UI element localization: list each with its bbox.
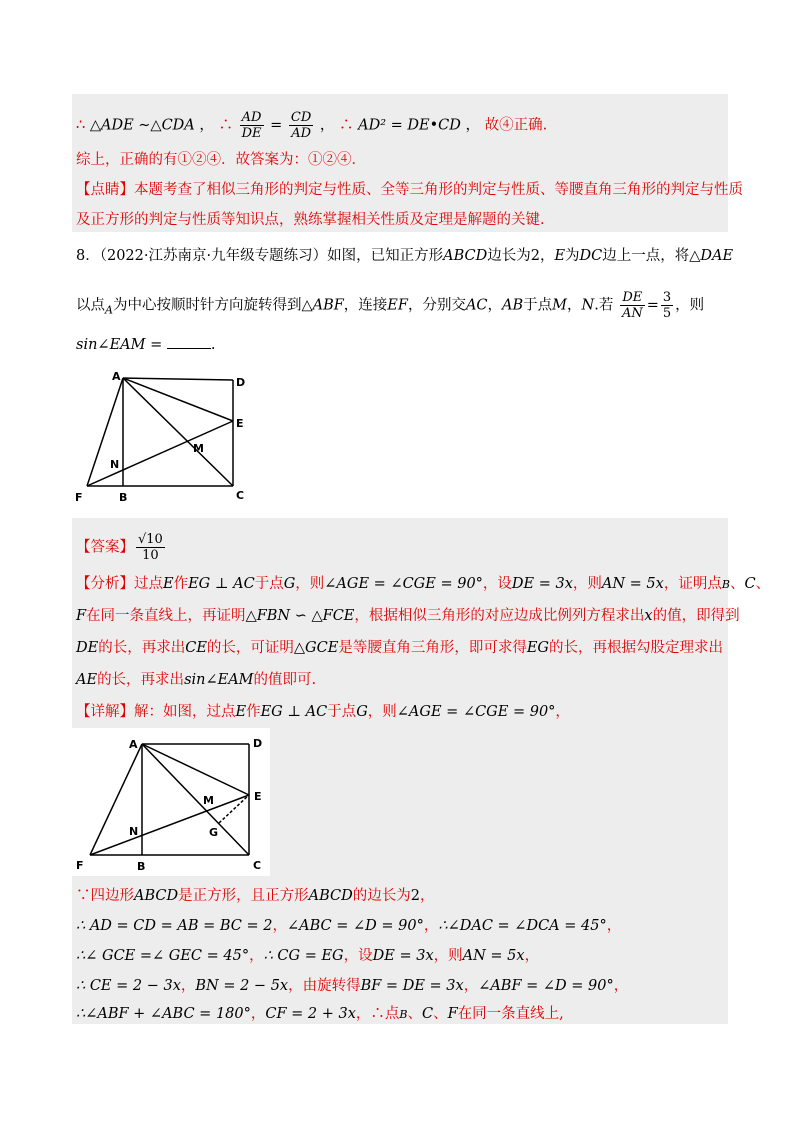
math-bf: BF = DE = 3x — [360, 978, 464, 994]
therefore-symbol: ∴ — [218, 117, 233, 134]
equals: = — [270, 117, 283, 134]
math-m: M — [552, 297, 568, 314]
detail-text: ，则 — [367, 704, 397, 720]
analysis-text: 作 — [173, 576, 189, 592]
solution-text: ， — [419, 888, 435, 904]
math-de: DE — [76, 640, 99, 656]
label-b: B — [137, 860, 146, 873]
math-2: 2 — [410, 888, 420, 904]
solution-text: ， — [463, 978, 479, 994]
answer-blank — [167, 334, 211, 349]
math-de-3x: DE = 3x — [372, 948, 434, 964]
math-angles: ∠AGE = ∠CGE = 90° — [324, 576, 483, 592]
solution-text: ∴点 — [370, 1006, 400, 1022]
analysis-text: 的长，可证明 — [206, 640, 294, 656]
math-right-angles: ∠ABC = ∠D = 90° — [287, 918, 424, 934]
math-similar: △FBN ∽ △FCE — [245, 608, 355, 624]
label-b: B — [119, 491, 128, 504]
label-m: M — [203, 794, 214, 807]
question-text: 以点 — [76, 297, 105, 314]
math-ef: EF — [387, 297, 408, 314]
analysis-text: ，证明点 — [663, 576, 722, 592]
analysis-text: 是等腰直角三角形，即可求得 — [338, 640, 527, 656]
detail-text: 【详解】解：如图，过点 — [76, 704, 236, 720]
question-text: 为中心按顺时针方向旋转得到 — [112, 297, 302, 314]
numerator: CD — [290, 110, 312, 125]
question-text: ，连接 — [343, 297, 388, 314]
question-text: .若 — [594, 297, 614, 314]
top-line-1 — [76, 110, 547, 141]
period: . — [210, 337, 216, 353]
fraction-ad-de — [240, 110, 264, 141]
math-n: N — [581, 297, 595, 314]
math-angle-sum: ∴∠ABF + ∠ABC = 180° — [76, 1006, 251, 1022]
denominator: 5 — [662, 306, 672, 321]
math-sin-eam: sin∠EAM — [184, 672, 254, 688]
label-e: E — [236, 417, 244, 430]
math-abcd: ABCD — [443, 248, 488, 264]
equation: AD² = DE•CD — [358, 117, 461, 134]
label-m: M — [193, 442, 204, 455]
math-de-3x: DE = 3x — [511, 576, 573, 592]
math-ac: AC — [465, 297, 488, 314]
math-an-5x: AN = 5x — [601, 576, 664, 592]
solution-text: 、 — [433, 1006, 448, 1022]
question-text: 为 — [565, 248, 580, 264]
numerator: √10 — [138, 532, 163, 547]
equals: = — [646, 297, 659, 314]
math-c: C — [422, 1006, 434, 1022]
math-abcd: ABCD — [308, 888, 353, 904]
math-2: 2 — [530, 248, 540, 264]
analysis-text: ，则 — [295, 576, 325, 592]
comma: ， — [487, 297, 503, 314]
math-eg-perp-ac: EG ⊥ AC — [260, 704, 328, 720]
math-e: E — [235, 704, 247, 720]
analysis-text: 、 — [755, 576, 771, 592]
solution-text: ， — [272, 918, 287, 934]
question-text: ，分别交 — [407, 297, 466, 314]
analysis-text: ，则 — [572, 576, 602, 592]
detail-text: 作 — [246, 704, 261, 720]
line-ac — [142, 744, 249, 855]
solution-text: ， — [613, 978, 629, 994]
math-eg-perp-ac: EG ⊥ AC — [188, 576, 255, 592]
denominator: DE — [241, 126, 262, 141]
math-a: A — [105, 303, 113, 317]
analysis-line-2 — [76, 606, 740, 626]
solution-line-4 — [76, 976, 628, 996]
math-c: C — [744, 576, 756, 592]
line-fe — [87, 421, 233, 486]
math-ce: ∴ CE = 2 − 3x — [76, 978, 181, 994]
answer-fraction — [136, 532, 165, 563]
analysis-text: 的值即可. — [253, 672, 317, 688]
solution-text: ， — [180, 978, 196, 994]
line-ae — [142, 744, 249, 795]
analysis-text: ，根据相似三角形的对应边成比例列方程求出 — [354, 608, 645, 624]
label-d: D — [236, 376, 246, 389]
solution-text: 在同一条直线上, — [457, 1006, 564, 1022]
solution-text: ，设 — [343, 948, 373, 964]
math-cg-eg: ∴ CG = EG — [263, 948, 344, 964]
numerator: DE — [620, 290, 645, 306]
math-dc: DC — [579, 248, 603, 264]
analysis-text: 的值，即得到 — [652, 608, 740, 624]
line-eg-dashed — [219, 795, 249, 823]
math-ae: AE — [76, 672, 98, 688]
math-abcd: ABCD — [134, 888, 179, 904]
solution-line-1 — [76, 886, 434, 906]
math-an-5x: AN = 5x — [462, 948, 525, 964]
analysis-line-4 — [76, 670, 316, 690]
comma: ， — [567, 297, 582, 314]
analysis-text: ，设 — [482, 576, 512, 592]
fraction-3-5 — [661, 290, 673, 321]
comma: ， — [465, 117, 480, 134]
label-f: F — [76, 859, 84, 872]
line-ac — [123, 378, 233, 486]
question-8-line-2 — [76, 290, 704, 321]
comma: ， — [319, 117, 335, 134]
question-8-line-3 — [76, 334, 215, 355]
question-text: 于点 — [523, 297, 553, 314]
conclusion-text: 故④正确. — [484, 117, 548, 134]
analysis-text: 的长，再根据勾股定理求出 — [549, 640, 723, 656]
math-abf-angle: ∠ABF = ∠D = 90° — [478, 978, 614, 994]
solution-text: 、 — [407, 1006, 422, 1022]
solution-text: 的边长为 — [352, 888, 411, 904]
analysis-line-3 — [76, 638, 723, 658]
math-g: G — [356, 704, 368, 720]
math-e: E — [163, 576, 174, 592]
fraction-de-an — [620, 290, 645, 321]
answer-line — [76, 532, 167, 563]
line-ad — [123, 378, 233, 380]
analysis-text: 于点 — [254, 576, 284, 592]
solution-line-3 — [76, 946, 539, 966]
question-text: ，则 — [675, 297, 705, 314]
detail-line-1 — [76, 702, 570, 722]
label-c: C — [236, 489, 245, 502]
math-f: F — [447, 1006, 458, 1022]
math-b: B — [399, 1008, 408, 1021]
math-f: F — [76, 608, 87, 624]
answer-label: 【答案】 — [76, 539, 134, 556]
solution-text: 是正方形，且正方形 — [178, 888, 309, 904]
question-text: 8．（2022·江苏南京·九年级专题练习）如图，已知正方形 — [76, 248, 444, 264]
solution-text: ， — [606, 918, 622, 934]
solution-text: ，则 — [433, 948, 463, 964]
denominator: AD — [291, 126, 311, 141]
math-gce-angles: ∴∠ GCE =∠ GEC = 45° — [76, 948, 250, 964]
analysis-text: 、 — [729, 576, 745, 592]
top-line-3: 【点睛】本题考查了相似三角形的判定与性质、全等三角形的判定与性质、等腰直角三角形的判定与性质 — [76, 182, 743, 198]
math-eg: EG — [526, 640, 549, 656]
math-sides-equal: ∴ AD = CD = AB = BC = 2 — [76, 918, 273, 934]
math-ce: CE — [185, 640, 207, 656]
similar-triangles: △ADE ∼△CDA — [89, 117, 195, 134]
label-n: N — [110, 458, 120, 471]
therefore-symbol: ∴ — [76, 117, 86, 134]
label-n: N — [129, 825, 139, 838]
math-sin-eam: sin∠EAM = — [76, 337, 163, 353]
math-dae: △DAE — [689, 248, 734, 264]
top-line-2: 综上，正确的有①②④．故答案为：①②④． — [76, 152, 366, 168]
math-e: E — [554, 248, 566, 264]
solution-line-5 — [76, 1004, 564, 1025]
solution-text: ，由旋转得 — [288, 978, 361, 994]
question-8-line-1 — [76, 246, 733, 266]
label-f: F — [75, 491, 83, 504]
analysis-text: 【分析】过点 — [76, 576, 163, 592]
question-text: 边上一点，将 — [602, 248, 690, 264]
math-g: G — [283, 576, 296, 592]
detail-text: ， — [555, 704, 570, 720]
detail-text: 于点 — [327, 704, 357, 720]
math-45-angles: ∴∠DAC = ∠DCA = 45° — [438, 918, 607, 934]
label-a: A — [129, 738, 138, 751]
label-g: G — [209, 826, 219, 839]
math-gce: △GCE — [293, 640, 339, 656]
figure-1-square-diagram — [70, 368, 270, 508]
denominator: 10 — [142, 548, 159, 563]
numerator: AD — [240, 110, 264, 126]
figure-2-square-diagram — [72, 728, 270, 876]
therefore-symbol: ∴ — [339, 117, 354, 134]
math-cf: CF = 2 + 3x — [265, 1006, 356, 1022]
math-ab: AB — [502, 297, 524, 314]
top-line-4: 及正方形的判定与性质等知识点，熟练掌握相关性质及定理是解题的关键. — [76, 212, 545, 228]
math-bn: BN = 2 − 5x — [195, 978, 289, 994]
math-x: x — [644, 608, 653, 624]
label-e: E — [254, 790, 262, 803]
analysis-text: 的长，再求出 — [97, 672, 185, 688]
fraction-cd-ad — [289, 110, 313, 141]
solution-text: ， — [355, 1006, 371, 1022]
denominator: AN — [621, 306, 643, 321]
comma: ， — [539, 248, 555, 264]
math-b: B — [721, 578, 730, 591]
comma: ， — [199, 117, 214, 134]
label-d: D — [253, 737, 263, 750]
solution-text: ， — [423, 918, 439, 934]
analysis-text: 的长，再求出 — [98, 640, 186, 656]
solution-text: ∵四边形 — [76, 888, 134, 904]
analysis-line-1 — [76, 574, 770, 595]
question-text: 边长为 — [487, 248, 531, 264]
numerator: 3 — [662, 290, 672, 305]
solution-line-2 — [76, 916, 621, 936]
solution-text: ， — [249, 948, 264, 964]
line-ae — [123, 378, 233, 421]
solution-text: ， — [250, 1006, 266, 1022]
solution-text: ， — [524, 948, 540, 964]
label-a: A — [112, 370, 121, 383]
analysis-text: 在同一条直线上，再证明 — [86, 608, 246, 624]
math-abf: △ABF — [301, 297, 344, 314]
label-c: C — [253, 859, 262, 872]
math-angles: ∠AGE = ∠CGE = 90° — [396, 704, 556, 720]
